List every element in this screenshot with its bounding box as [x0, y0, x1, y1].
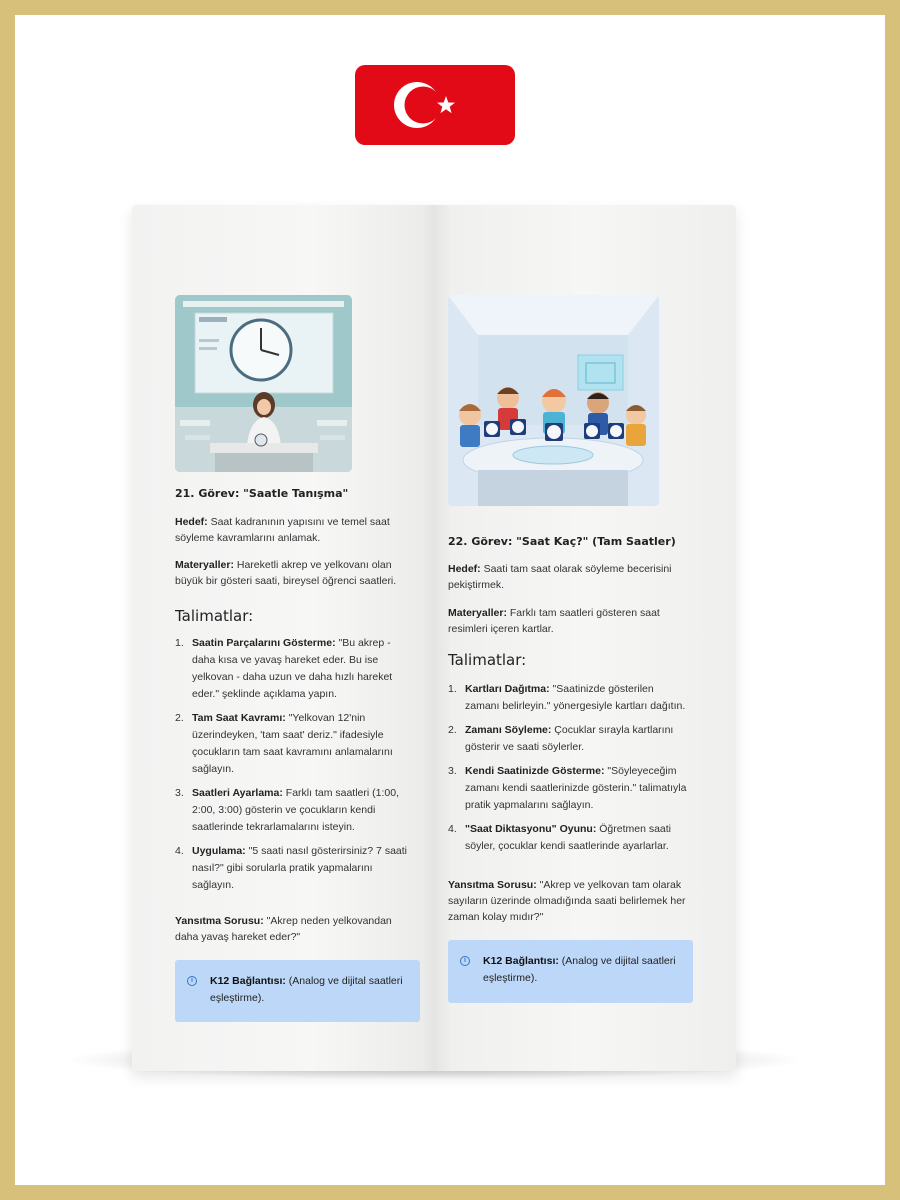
- task-21-instructions-heading: Talimatlar:: [175, 607, 254, 625]
- reflection-text: "Akrep neden yelkovandan daha yavaş hareket eder?": [175, 915, 392, 943]
- task-21-title: 21. Görev: "Saatle Tanışma": [175, 487, 349, 500]
- list-item: 2. Tam Saat Kavramı: "Yelkovan 12'nin üzerindeyken, 'tam saat' deriz." ifadesiyle çocukların tam saat kavramını anlamalarını sağlayın.: [175, 712, 393, 775]
- task-22-title: 22. Görev: "Saat Kaç?" (Tam Saatler): [448, 535, 676, 548]
- children-clocks-photo: [448, 295, 659, 506]
- k12-label: K12 Bağlantısı:: [483, 955, 559, 967]
- materials-label: Materyaller:: [448, 607, 507, 619]
- info-icon: i: [460, 956, 470, 966]
- task-22-steps: [448, 681, 688, 862]
- k12-connection-box: [175, 960, 420, 1022]
- materials-text: Hareketli akrep ve yelkovanı olan büyük bir gösteri saati, bireysel öğrenci saatleri.: [175, 559, 397, 587]
- task-21-steps: [175, 635, 407, 901]
- materials-label: Materyaller:: [175, 559, 234, 571]
- list-item: 1. Kartları Dağıtma: "Saatinizde gösterilen zamanı belirleyin." yönergesiyle kartları dağıtın.: [448, 683, 686, 712]
- list-item: 4. "Saat Diktasyonu" Oyunu: Öğretmen saati söyler, çocuklar kendi saatlerinde ayarlarlar.: [448, 823, 672, 852]
- task-22-goal: [448, 561, 688, 593]
- task-22-reflection: [448, 877, 696, 925]
- goal-text: Saati tam saat olarak söyleme becerisini pekiştirmek.: [448, 563, 672, 591]
- reflection-label: Yansıtma Sorusu:: [175, 915, 264, 927]
- list-item: 3. Saatleri Ayarlama: Farklı tam saatleri (1:00, 2:00, 3:00) gösterin ve çocukların kendi saatlerinde tekrarlamalarını isteyin.: [175, 787, 399, 833]
- reflection-text: "Akrep ve yelkovan tam olarak sayıların üzerinde olmadığında saati belirlemek her zaman kolay mıdır?": [448, 879, 686, 923]
- list-item: 1. Saatin Parçalarını Gösterme: "Bu akrep - daha kısa ve yavaş hareket eder. Bu ise yelkovan - daha uzun ve daha hızlı hareket eder." şeklinde açıklama yapın.: [175, 637, 393, 700]
- task-22-materials: [448, 605, 688, 637]
- info-icon: i: [187, 976, 197, 986]
- k12-text: (Analog ve dijital saatleri eşleştirme).: [483, 955, 676, 984]
- classroom-clock-photo: [175, 295, 352, 472]
- list-item: 4. Uygulama: "5 saati nasıl gösterirsiniz? 7 saati nasıl?" gibi sorularla pratik yapmalarını sağlayın.: [175, 845, 407, 891]
- worksheet-page: [132, 205, 736, 1071]
- goal-label: Hedef:: [448, 563, 481, 575]
- goal-label: Hedef:: [175, 516, 208, 528]
- list-item: 2. Zamanı Söyleme: Çocuklar sırayla kartlarını gösterir ve saati söylerler.: [448, 724, 674, 753]
- turkey-flag: [355, 65, 515, 145]
- goal-text: Saat kadranının yapısını ve temel saat söyleme kavramlarını anlamak.: [175, 516, 390, 544]
- reflection-label: Yansıtma Sorusu:: [448, 879, 537, 891]
- k12-text: (Analog ve dijital saatleri eşleştirme).: [210, 975, 403, 1004]
- list-item: 3. Kendi Saatinizde Gösterme: "Söyleyeceğim zamanı kendi saatlerinizde gösterin." talimatıyla pratik yapmalarını sağlayın.: [448, 765, 687, 811]
- materials-text: Farklı tam saatleri gösteren saat resimleri içeren kartlar.: [448, 607, 660, 635]
- k12-connection-box: [448, 940, 693, 1003]
- crescent-star-icon: [355, 65, 515, 145]
- task-21-goal: [175, 514, 405, 546]
- task-21-materials: [175, 557, 415, 589]
- k12-label: K12 Bağlantısı:: [210, 975, 286, 987]
- task-21-reflection: [175, 913, 410, 945]
- task-22-instructions-heading: Talimatlar:: [448, 651, 527, 669]
